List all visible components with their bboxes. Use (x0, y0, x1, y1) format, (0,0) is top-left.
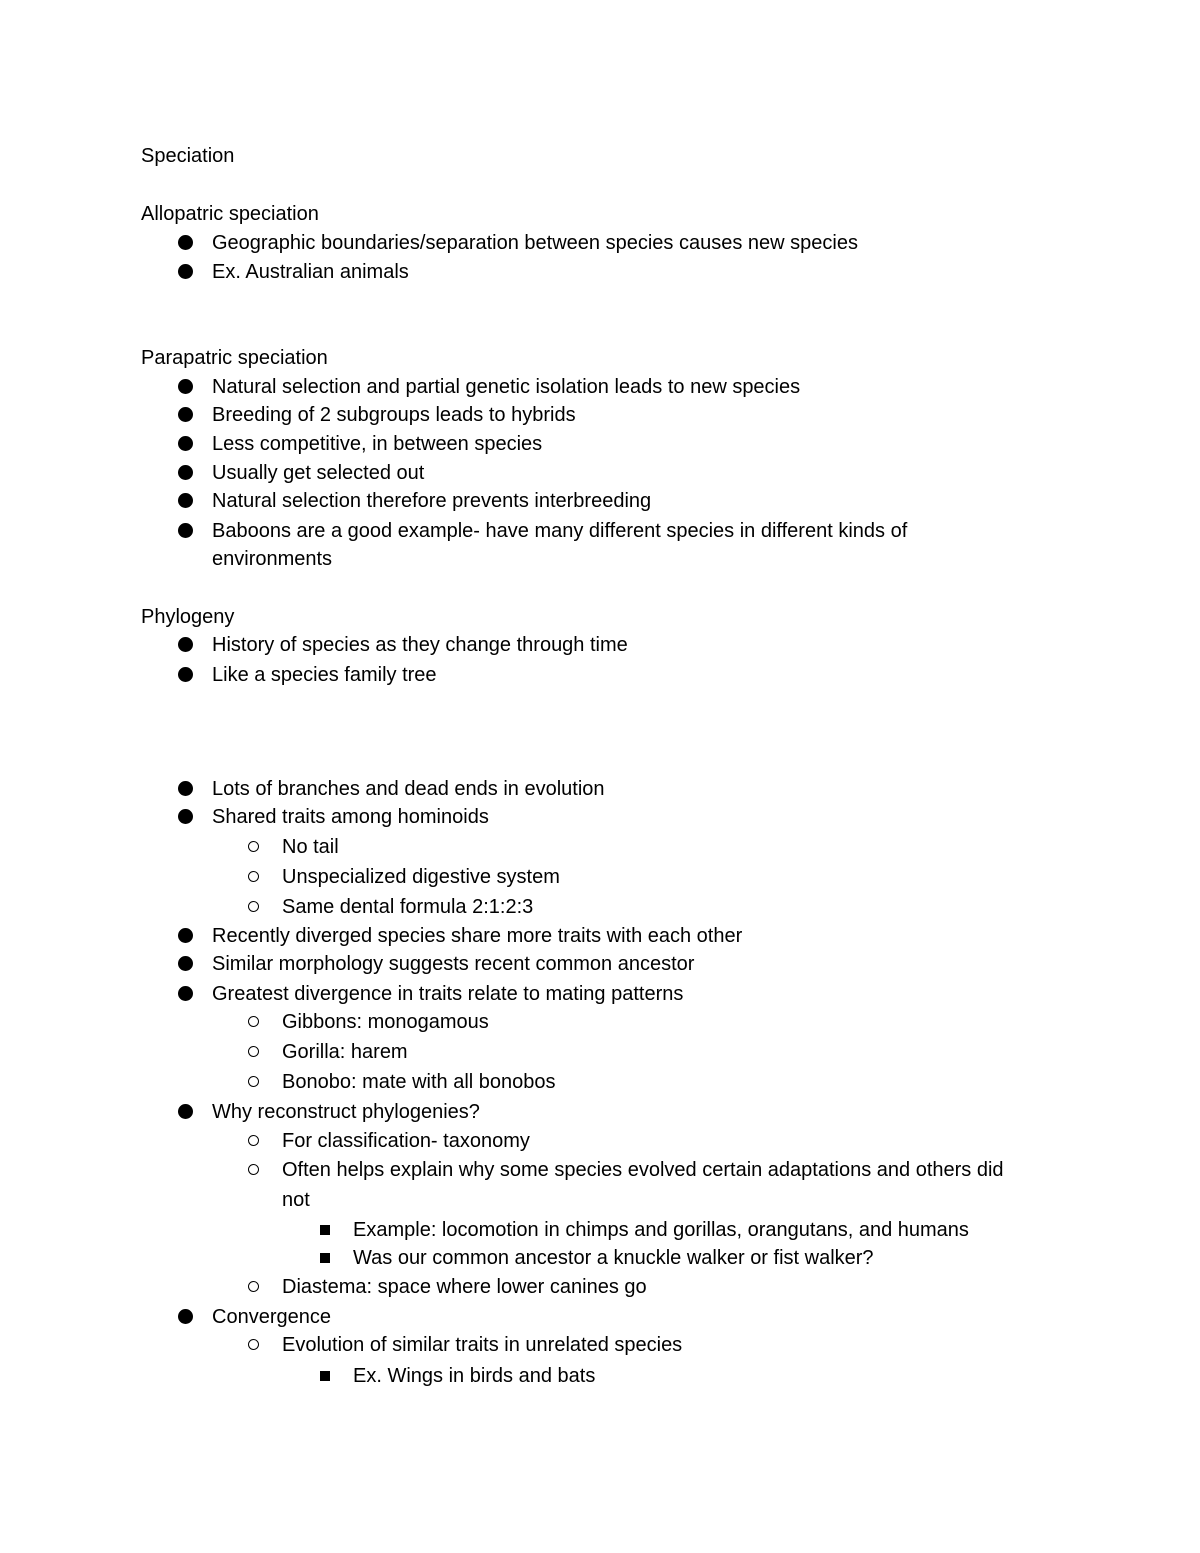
sub-list-item: No tail (282, 836, 339, 858)
list-item: Why reconstruct phylogenies? (212, 1101, 480, 1123)
sub-list-item: Gorilla: harem (282, 1041, 408, 1063)
sub-list-item: Same dental formula 2:1:2:3 (282, 896, 534, 918)
filled-circle-bullet-icon (178, 667, 194, 683)
hollow-circle-bullet-icon (248, 1281, 262, 1295)
filled-circle-bullet-icon (178, 264, 194, 280)
sub-list-item: Diastema: space where lower canines go (282, 1276, 647, 1298)
sub-list-item: Gibbons: monogamous (282, 1011, 489, 1033)
sub-sub-list-item: Example: locomotion in chimps and gorillas, orangutans, and humans (353, 1219, 969, 1241)
list-item: Baboons are a good example- have many different species in different kinds of (212, 520, 908, 542)
hollow-circle-bullet-icon (248, 1135, 262, 1149)
section-heading-parapatric: Parapatric speciation (141, 347, 328, 369)
list-item: Lots of branches and dead ends in evolution (212, 778, 605, 800)
list-item: Convergence (212, 1306, 331, 1328)
filled-circle-bullet-icon (178, 235, 194, 251)
square-bullet-icon (320, 1371, 332, 1383)
sub-list-item: Unspecialized digestive system (282, 866, 560, 888)
section-heading-allopatric: Allopatric speciation (141, 203, 319, 225)
sub-sub-list-item: Was our common ancestor a knuckle walker or fist walker? (353, 1247, 874, 1269)
hollow-circle-bullet-icon (248, 1076, 262, 1090)
sub-list-item: Bonobo: mate with all bonobos (282, 1071, 556, 1093)
list-item: Geographic boundaries/separation between species causes new species (212, 232, 858, 254)
square-bullet-icon (320, 1225, 332, 1237)
filled-circle-bullet-icon (178, 1309, 194, 1325)
filled-circle-bullet-icon (178, 465, 194, 481)
list-item: Natural selection and partial genetic isolation leads to new species (212, 376, 801, 398)
sub-list-item: For classification- taxonomy (282, 1130, 530, 1152)
filled-circle-bullet-icon (178, 809, 194, 825)
hollow-circle-bullet-icon (248, 1046, 262, 1060)
list-item: Shared traits among hominoids (212, 806, 489, 828)
filled-circle-bullet-icon (178, 436, 194, 452)
sub-list-item: Evolution of similar traits in unrelated species (282, 1334, 683, 1356)
list-item: Greatest divergence in traits relate to mating patterns (212, 983, 684, 1005)
hollow-circle-bullet-icon (248, 1016, 262, 1030)
list-item: History of species as they change through time (212, 634, 628, 656)
hollow-circle-bullet-icon (248, 841, 262, 855)
filled-circle-bullet-icon (178, 637, 194, 653)
list-item: Recently diverged species share more traits with each other (212, 925, 743, 947)
filled-circle-bullet-icon (178, 781, 194, 797)
list-item: Like a species family tree (212, 664, 437, 686)
list-item-continuation: environments (212, 548, 333, 570)
filled-circle-bullet-icon (178, 986, 194, 1002)
list-item: Similar morphology suggests recent common ancestor (212, 953, 695, 975)
square-bullet-icon (320, 1253, 332, 1265)
filled-circle-bullet-icon (178, 407, 194, 423)
list-item: Less competitive, in between species (212, 433, 543, 455)
document-title: Speciation (141, 145, 235, 167)
list-item: Ex. Australian animals (212, 261, 409, 283)
filled-circle-bullet-icon (178, 1104, 194, 1120)
section-heading-phylogeny: Phylogeny (141, 606, 235, 628)
hollow-circle-bullet-icon (248, 1164, 262, 1178)
filled-circle-bullet-icon (178, 493, 194, 509)
filled-circle-bullet-icon (178, 379, 194, 395)
filled-circle-bullet-icon (178, 523, 194, 539)
hollow-circle-bullet-icon (248, 1339, 262, 1353)
hollow-circle-bullet-icon (248, 871, 262, 885)
sub-list-item-continuation: not (282, 1189, 310, 1211)
list-item: Breeding of 2 subgroups leads to hybrids (212, 404, 576, 426)
filled-circle-bullet-icon (178, 956, 194, 972)
list-item: Usually get selected out (212, 462, 425, 484)
filled-circle-bullet-icon (178, 928, 194, 944)
sub-sub-list-item: Ex. Wings in birds and bats (353, 1365, 596, 1387)
sub-list-item: Often helps explain why some species evolved certain adaptations and others did (282, 1159, 1004, 1181)
list-item: Natural selection therefore prevents interbreeding (212, 490, 652, 512)
hollow-circle-bullet-icon (248, 901, 262, 915)
